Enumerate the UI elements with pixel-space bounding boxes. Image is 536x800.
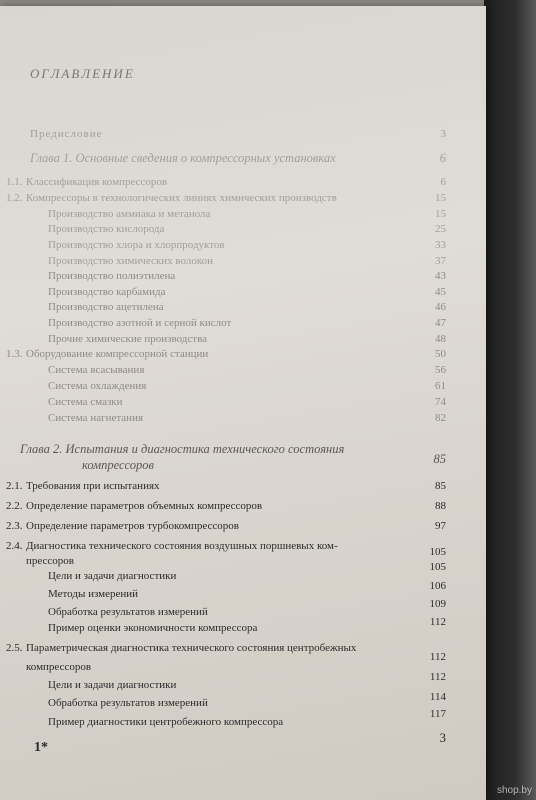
- book-cover-edge: [484, 0, 536, 800]
- page-number: 3: [439, 730, 446, 745]
- toc-title: ОГЛАВЛЕНИЕ: [30, 66, 135, 81]
- signature-mark: 1*: [34, 740, 48, 755]
- watermark: shop.by: [496, 785, 532, 796]
- table-of-contents: Предисловие 3 Глава 1. Основные сведения о компрессорных установках 6 1.1. Классификация компрессоров 6 1.2. Компрессоры в технологических линиях химических производств 15 Производство аммиака и метанола 15 Производство кислорода 25 Производство хлора и хлорпродуктов 33 Производство химических волокон 37 Производство полиэтилена 43 Производство карбамида 45 Производство ацетилена 46 Производство азотной и серной кислот 47 Прочие химические производства 48 1.3. Оборудование компрессорной станции 50 Система всасывания 56 Система охлаждения 61 Система смазки 74 Система нагнетания 82 Глава 2. Испытания и диагностика технического состояния 85 компрессоров 2.1. Требования при испытаниях 85 2.2. Определение параметров объемных компрессоров 88 2.3. Определение параметров турбокомпрессоров 97 2.4. Диагностика технического состояния воздушных поршневых ком- прессоров 105 Цели и задачи диагностики 105 Методы измерений 106 Обработка результатов измерений 109 Пример оценки экономичности компрессора 112 2.5. Параметрическая диагностика технического состояния центробежных компрессоров 112 Цели и задачи диагностики 112 Обработка результатов измерений 114 Пример диагностики центробежного компрессора 117: [6, 128, 446, 728]
- book-page: [0, 6, 486, 800]
